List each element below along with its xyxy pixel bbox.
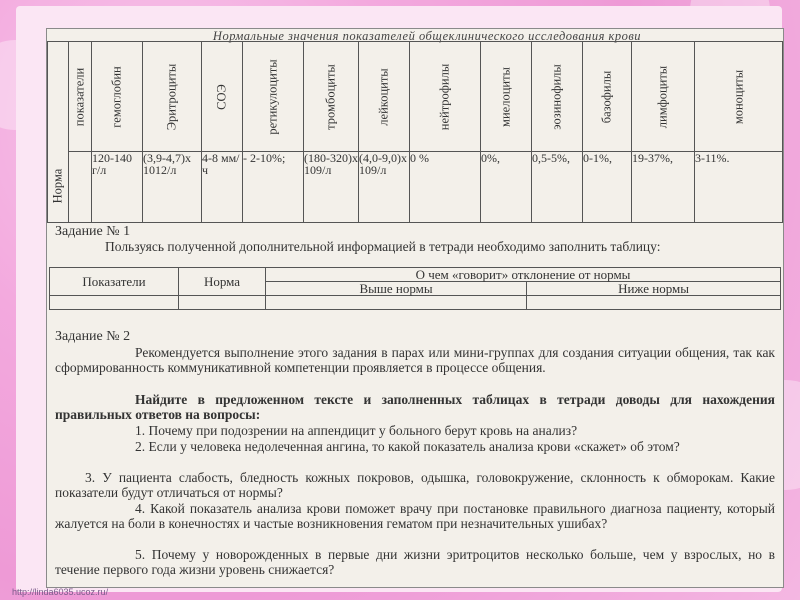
fill-cell (527, 296, 781, 310)
column-name: моноциты (731, 69, 745, 124)
norm-value: (3,9-4,7)х 1012/л (143, 152, 202, 223)
norm-value: (180-320)х 109/л (304, 152, 359, 223)
column-header (583, 42, 632, 152)
row-label-cell (48, 42, 69, 223)
task1-heading: Задание № 1 (55, 224, 131, 239)
column-name: лимфоциты (655, 65, 670, 128)
column-header (359, 42, 410, 152)
norm-value: 19-37%, (632, 152, 695, 223)
question: 3. У пациента слабость, бледность кожных покровов, одышка, головокружение, склонность к обморокам. Какие показатели будут отличаться от нормы? (55, 470, 775, 500)
header-label-cell (69, 42, 92, 152)
column-name: гемоглобин (109, 65, 124, 128)
fill-subheader: Ниже нормы (527, 282, 781, 296)
column-name: СОЭ (214, 83, 229, 110)
norm-value: 0%, (481, 152, 532, 223)
task2-instruction: Найдите в предложенном тексте и заполненных таблицах в тетради доводы для нахождения правильных ответов на вопросы: (55, 392, 775, 422)
fill-header: О чем «говорит» отклонение от нормы (266, 268, 781, 282)
question: 5. Почему у новорожденных в первые дни жизни эритроцитов несколько больше, чем у взрослых, но в течение первого года жизни уровень снижается? (55, 547, 775, 577)
task2-heading: Задание № 2 (55, 329, 131, 344)
task1-text: Пользуясь полученной дополнительной информацией в тетради необходимо заполнить таблицу: (105, 239, 661, 254)
question: 1. Почему при подозрении на аппендицит у больного берут кровь на анализ? (135, 423, 578, 438)
fill-header: Показатели (50, 268, 179, 296)
column-name: тромбоциты (323, 63, 338, 130)
footer-url: http://linda6035.ucoz.ru/ (12, 587, 109, 597)
column-name: ретикулоциты (265, 58, 280, 135)
fill-cell (266, 296, 527, 310)
document-sheet (46, 28, 784, 588)
column-header (143, 42, 202, 152)
column-header (410, 42, 481, 152)
column-name: эозинофилы (549, 63, 564, 130)
column-name: лейкоциты (376, 67, 391, 126)
column-name: базофилы (599, 70, 614, 123)
column-name: нейтрофилы (437, 63, 452, 130)
norm-table-title: Нормальные значения показателей общеклинического исследования крови (212, 29, 642, 43)
column-name: миелоциты (498, 66, 513, 127)
column-header (632, 42, 695, 152)
norm-value: 3-11%. (695, 152, 783, 223)
question: 2. Если у человека недолеченная ангина, то какой показатель анализа крови «скажет» об этом? (135, 439, 680, 454)
norm-value: 120-140 г/л (92, 152, 143, 223)
fill-header: Норма (179, 268, 266, 296)
norm-value: 0,5-5%, (532, 152, 583, 223)
question: 4. Какой показатель анализа крови поможет врачу при постановке правильного диагноза пациенту, который жалуется на боли в конечностях и частые возникновения гематом при незначительных ушибах? (55, 501, 775, 531)
empty-cell (69, 152, 92, 223)
norm-value: - 2-10%; (243, 152, 304, 223)
fill-subheader: Выше нормы (266, 282, 527, 296)
norm-value: 0-1%, (583, 152, 632, 223)
column-name: Эритроциты (164, 63, 179, 130)
row-label: Норма (50, 168, 65, 204)
header-label: показатели (72, 67, 87, 126)
fill-cell (50, 296, 179, 310)
column-header (202, 42, 243, 152)
column-header (695, 42, 783, 152)
task1-table (49, 267, 781, 310)
task2-intro: Рекомендуется выполнение этого задания в парах или мини-группах для создания ситуации общения, так как сформированность коммуникативной компетенции проявляется в процессе общения. (55, 345, 775, 375)
column-header (92, 42, 143, 152)
column-header (304, 42, 359, 152)
norm-value: 0 % (410, 152, 481, 223)
column-header (481, 42, 532, 152)
column-header (532, 42, 583, 152)
norm-value: 4-8 мм/ч (202, 152, 243, 223)
slide-frame (16, 6, 782, 592)
column-header (243, 42, 304, 152)
norm-values-table (47, 41, 783, 223)
fill-cell (179, 296, 266, 310)
norm-value: (4,0-9,0)х 109/л (359, 152, 410, 223)
